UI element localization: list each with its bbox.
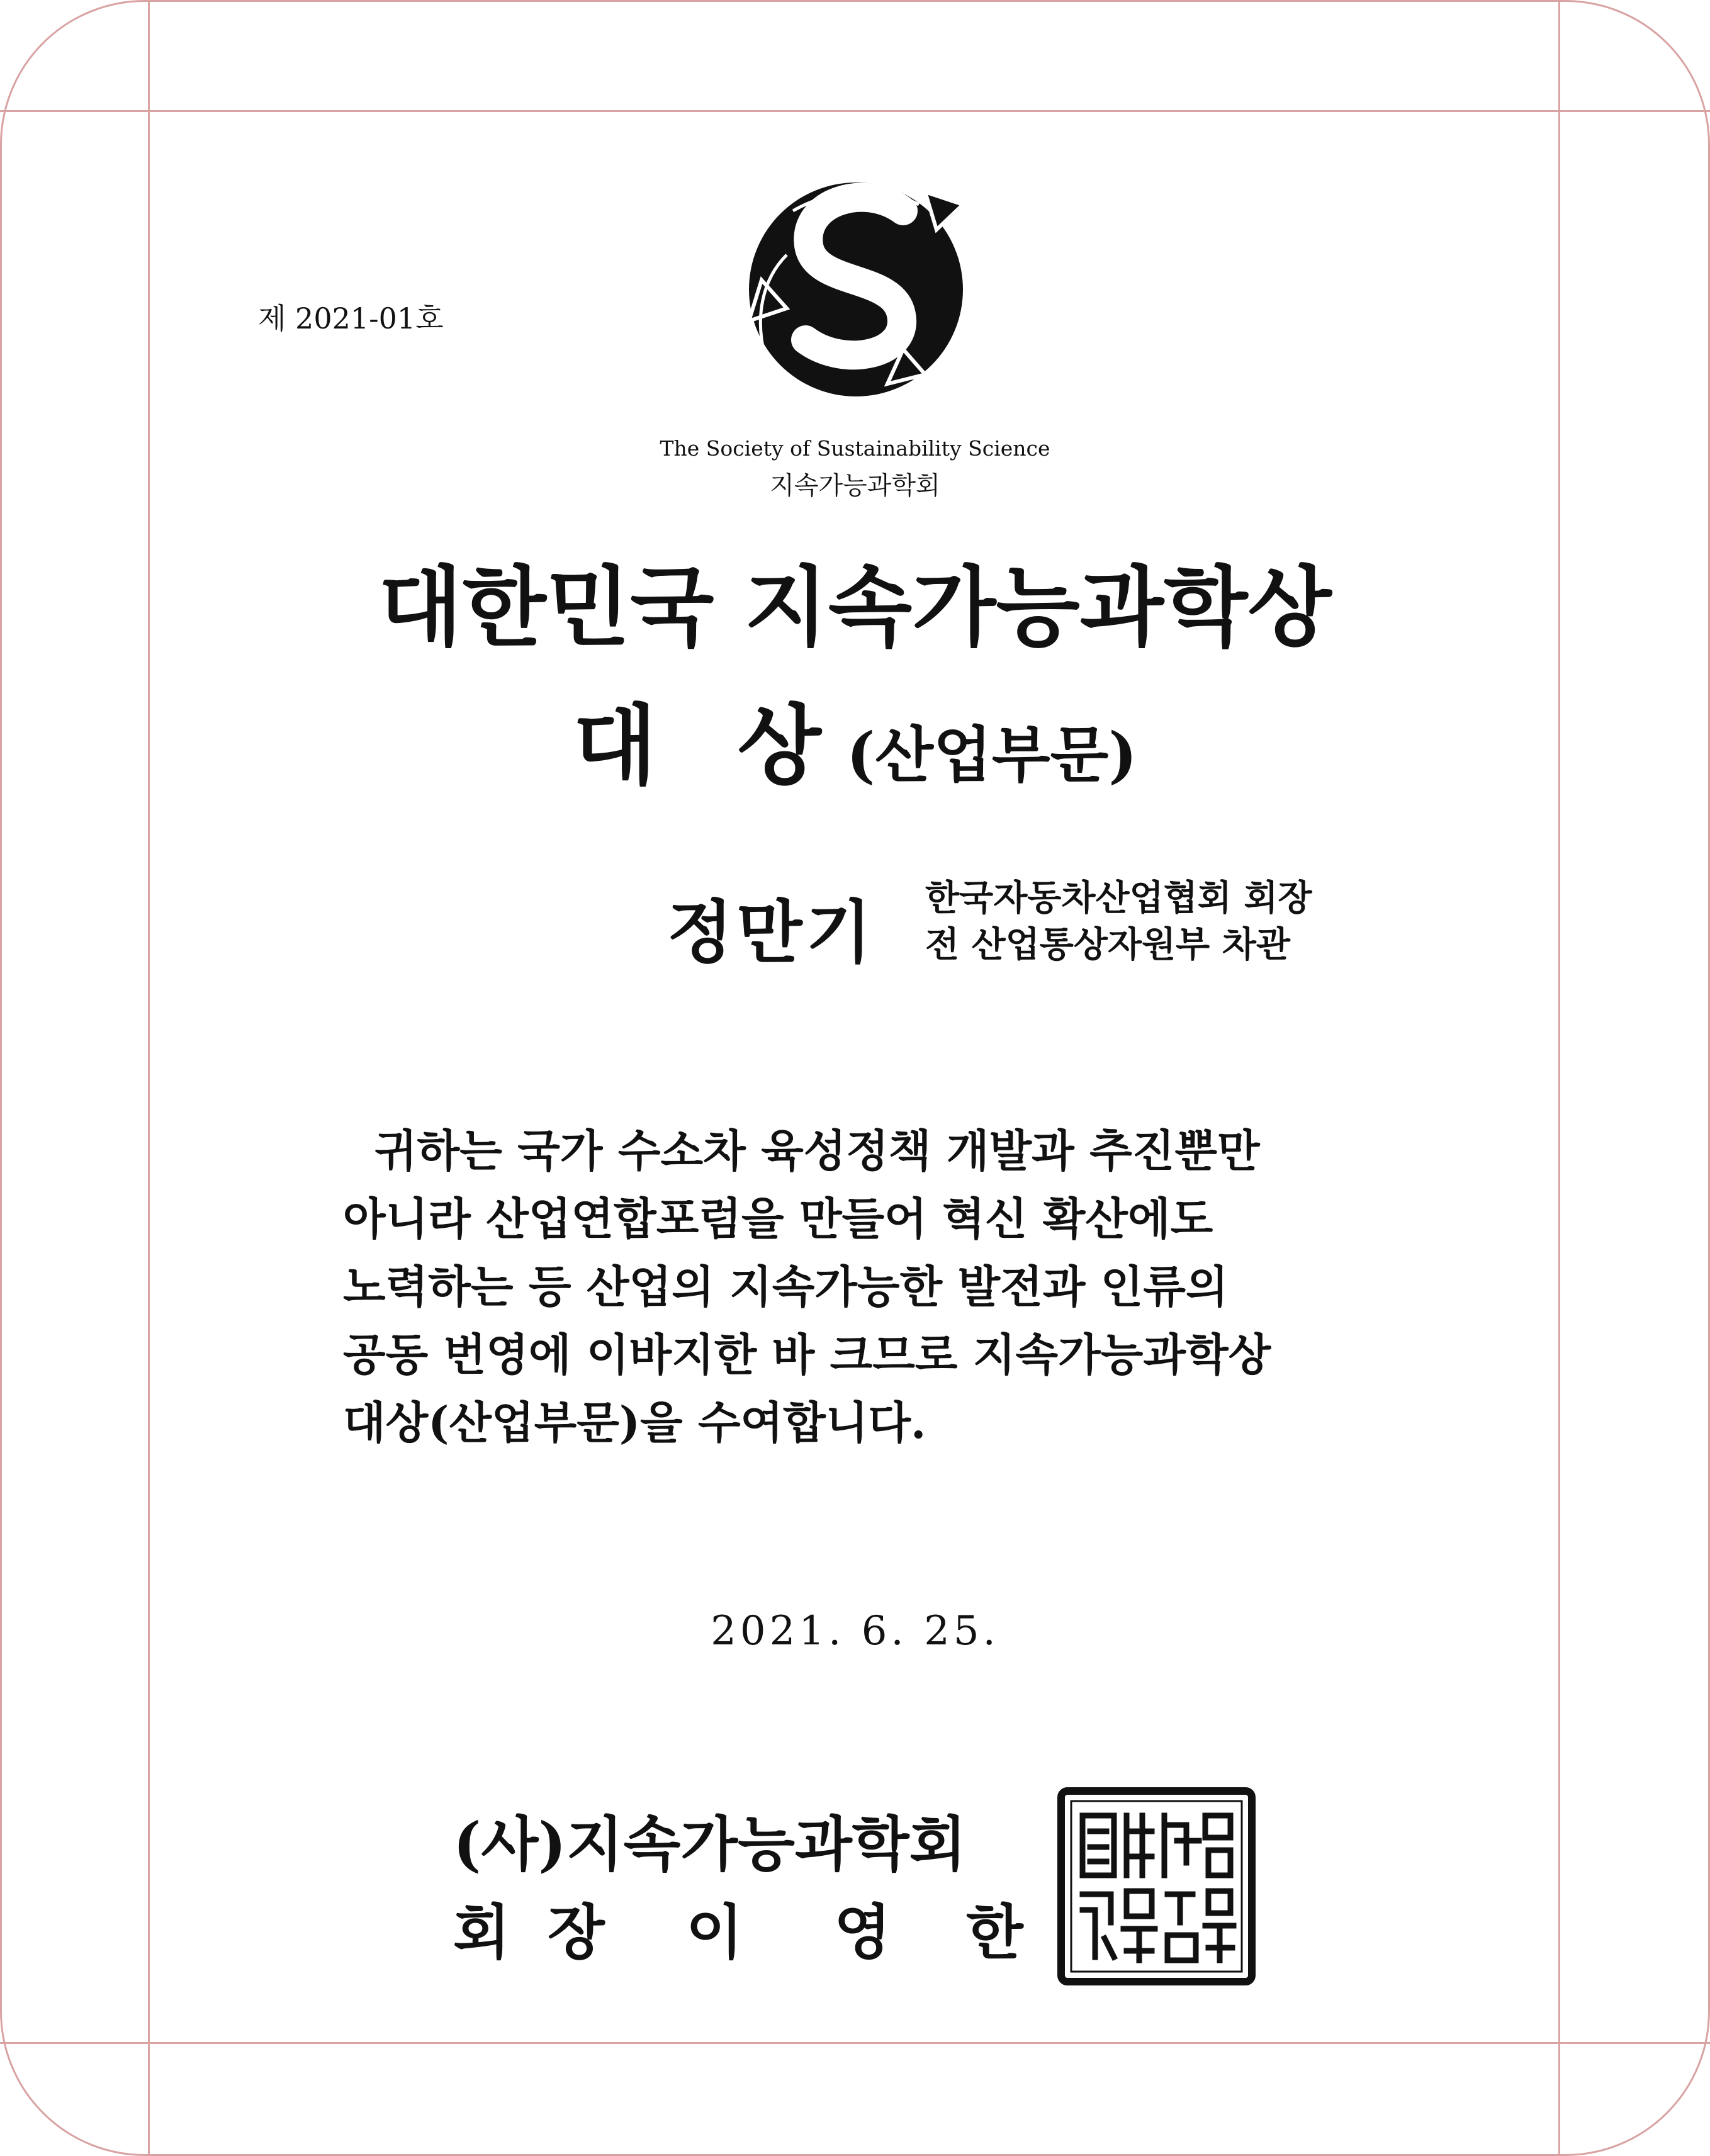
award-category: (산업부문): [846, 719, 1137, 790]
citation-line: 노력하는 등 산업의 지속가능한 발전과 인류의: [343, 1260, 1229, 1313]
citation-line: 귀하는 국가 수소차 육성정책 개발과 추진뿐만: [374, 1125, 1260, 1177]
issue-date: 2021. 6. 25.: [711, 1608, 999, 1654]
award-grade: [0, 677, 1710, 801]
citation-line: 아니라 산업연합포럼을 만들어 혁신 확산에도: [343, 1193, 1213, 1245]
recycle-s-logo-icon: [736, 167, 976, 406]
issuer-organization: (사)지속가능과학회: [453, 1810, 967, 1879]
issuer-title-char: 회: [453, 1898, 510, 1967]
citation-text: [343, 1117, 1381, 1457]
citation-line: 대상(산업부문)을 수여합니다.: [343, 1396, 926, 1449]
society-name-korean: 지속가능과학회: [770, 471, 940, 500]
society-name-english: The Society of Sustainability Science: [660, 436, 1050, 461]
issuer-name-char: 영: [834, 1898, 891, 1967]
guide-line-left: [148, 0, 150, 2156]
issuer-name-char: 이: [686, 1898, 743, 1967]
recipient-titles: [925, 875, 1312, 968]
guide-line-bottom: [0, 2042, 1710, 2044]
recipient-title-line: 한국자동차산업협회 회장: [925, 877, 1312, 919]
issuer-name-char: 한: [966, 1898, 1023, 1967]
recipient-name: 정만기: [667, 893, 875, 972]
issuer-president: [453, 1885, 1023, 1970]
award-title: 대한민국 지속가능과학상: [378, 556, 1332, 658]
award-grade-main: 대 상: [573, 694, 847, 797]
guide-line-right: [1558, 0, 1560, 2156]
recipient-title-line: 전 산업통상자원부 차관: [925, 924, 1290, 965]
society-seal-stamp: [1057, 1787, 1256, 1985]
guide-line-top: [0, 110, 1710, 112]
certificate-number: 제 2021-01호: [258, 301, 444, 335]
issuer-title-char: 장: [548, 1898, 605, 1967]
citation-line: 공동 번영에 이바지한 바 크므로 지속가능과학상: [343, 1328, 1271, 1381]
